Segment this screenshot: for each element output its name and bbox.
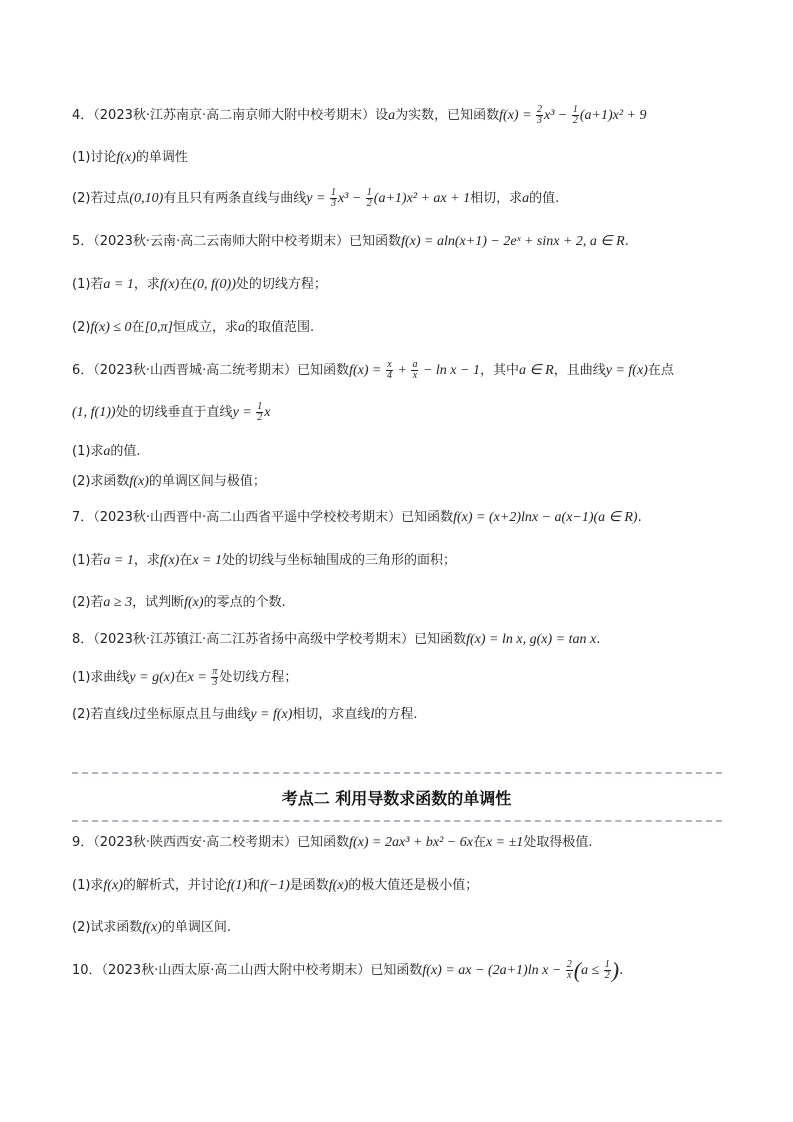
question-9: 9．（2023秋·陕西西安·高二校考期末）已知函数f(x) = 2ax³ + bx² − 6x在x = ±1处取得极值. bbox=[72, 835, 593, 850]
question-4-part-1: (1)讨论f(x)的单调性 bbox=[72, 150, 188, 165]
question-4-part-2: (2)若过点(0,10)有且只有两条直线与曲线y = $\frac{1}{3}$ x³ − $\frac{1}{2}$ (a+1)x² + ax + 1相切，求a的值. bbox=[72, 187, 560, 209]
question-7-part-1: (1)若a = 1，求f(x)在x = 1处的切线与坐标轴围成的三角形的面积； bbox=[72, 553, 457, 568]
fraction: $\frac{x}{4}$ bbox=[387, 359, 392, 381]
question-9-part-1: (1)求f(x)的解析式，并讨论f(1)和f(−1)是函数f(x)的极大值还是极小值； bbox=[72, 878, 479, 893]
fraction: $\frac{2}{3}$ bbox=[537, 104, 543, 126]
q4-mid: 为实数，已知函数 bbox=[395, 108, 500, 123]
question-4 bbox=[72, 105, 733, 126]
fraction: $\frac{\pi}{3}$ bbox=[212, 666, 218, 688]
question-5-part-1: (1)若a = 1，求f(x)在(0, f(0))处的切线方程； bbox=[72, 277, 327, 292]
q4-func: f(x) = bbox=[499, 108, 536, 123]
fraction: $\frac{a}{x}$ bbox=[412, 359, 418, 381]
q4-term: x³ − bbox=[544, 108, 571, 123]
question-9-part-2: (2)试求函数f(x)的单调区间. bbox=[72, 920, 231, 935]
section-title: 考点二 利用导数求函数的单调性 bbox=[281, 789, 512, 808]
question-6-cont: (1, f(1))处的切线垂直于直线y = $\frac{1}{2}$ x bbox=[72, 401, 271, 423]
fraction: $\frac{1}{2}$ bbox=[257, 401, 263, 423]
q4-prefix: 4．（2023秋·江苏南京·高二南京师大附中校考期末）设 bbox=[72, 108, 389, 123]
fraction: $\frac{1}{2}$ bbox=[604, 959, 610, 981]
question-8: 8．（2023秋·江苏镇江·高二江苏省扬中高级中学校考期末）已知函数f(x) = ln x, g(x) = tan x. bbox=[72, 632, 601, 647]
question-6: 6．（2023秋·山西晋城·高二统考期末）已知函数f(x) = $\frac{x}{4}$ + $\frac{a}{x}$ − ln x − 1，其中a ∈ R，且曲线y = f(x)在点 bbox=[72, 359, 674, 381]
question-6-part-1: (1)求a的值. bbox=[72, 444, 141, 459]
question-7: 7．（2023秋·山西晋中·高二山西省平遥中学校校考期末）已知函数f(x) = (x+2)lnx − a(x−1)(a ∈ R). bbox=[72, 510, 642, 525]
var-a: a bbox=[388, 108, 396, 123]
fraction: $\frac{1}{3}$ bbox=[330, 187, 336, 209]
question-7-part-2: (2)若a ≥ 3，试判断f(x)的零点的个数. bbox=[72, 595, 286, 610]
divider-bottom bbox=[72, 820, 722, 822]
question-6-part-2: (2)求函数f(x)的单调区间与极值； bbox=[72, 474, 266, 489]
question-8-part-1: (1)求曲线y = g(x)在x = $\frac{\pi}{3}$ 处切线方程； bbox=[72, 666, 298, 688]
fraction: $\frac{1}{2}$ bbox=[572, 104, 578, 126]
question-10: 10．（2023秋·山西太原·高二山西大附中校考期末）已知函数f(x) = ax − (2a+1)ln x − $\frac{2}{x}$ (a ≤ $\frac{1}{2}$ ). bbox=[72, 957, 624, 983]
question-8-part-2: (2)若直线l过坐标原点且与曲线y = f(x)相切，求直线l的方程. bbox=[72, 707, 418, 722]
divider-top bbox=[72, 772, 722, 774]
question-5: 5．（2023秋·云南·高二云南师大附中校考期末）已知函数f(x) = aln(x+1) − 2eˣ + sinx + 2, a ∈ R. bbox=[72, 234, 629, 249]
question-5-part-2: (2)f(x) ≤ 0在[0,π]恒成立，求a的取值范围. bbox=[72, 320, 315, 335]
fraction: $\frac{1}{2}$ bbox=[366, 187, 372, 209]
fraction: $\frac{2}{x}$ bbox=[566, 959, 572, 981]
q4-term2: (a+1)x² + 9 bbox=[579, 108, 647, 123]
